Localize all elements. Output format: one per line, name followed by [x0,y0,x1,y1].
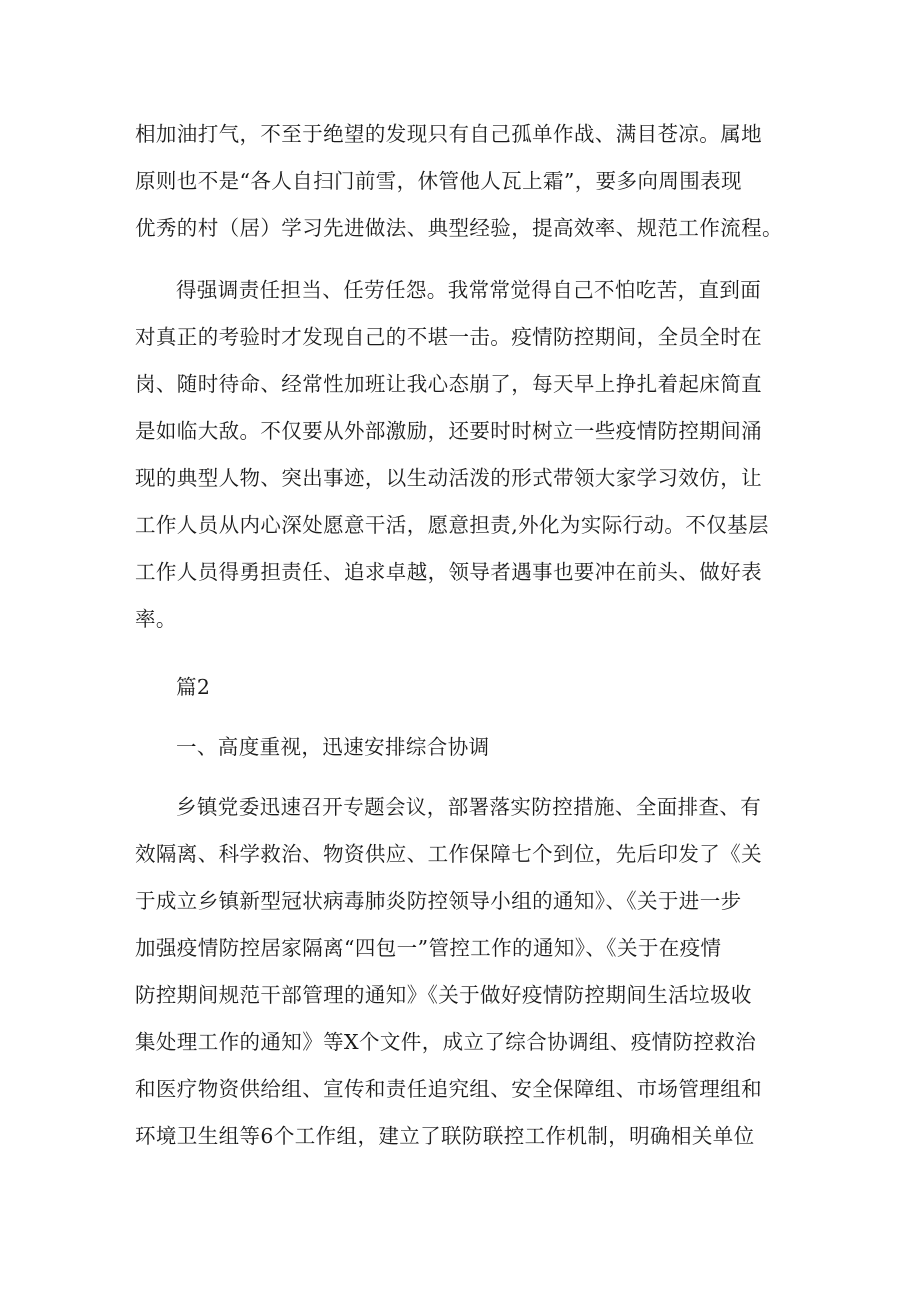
text-line: 乡镇党委迅速召开专题会议，部署落实防控措施、全面排查、有 [176,795,762,819]
text-line: 得强调责任担当、任劳任怨。我常常觉得自己不怕吃苦，直到面 [176,278,762,302]
text-line: 是如临大敌。不仅要从外部激励，还要时时树立一些疫情防控期间涌 [135,419,762,443]
text-line: 环境卫生组等6个工作组，建立了联防联控工作机制，明确相关单位 [135,1124,755,1148]
text-line: 优秀的村（居）学习先进做法、典型经验，提高效率、规范工作流程。 [135,216,783,240]
text-line: 原则也不是“各人自扫门前雪，休管他人瓦上霜”，要多向周围表现 [135,169,742,193]
text-line: 和医疗物资供给组、宣传和责任追究组、安全保障组、市场管理组和 [135,1077,762,1101]
text-line: 防控期间规范干部管理的通知》《关于做好疫情防控期间生活垃圾收 [135,983,752,1007]
text-line: 工作人员从内心深处愿意干活，愿意担责,外化为实际行动。不仅基层 [135,513,769,537]
subsection-heading: 一、高度重视，迅速安排综合协调 [176,735,490,759]
section-heading: 篇2 [176,675,211,699]
text-line: 于成立乡镇新型冠状病毒肺炎防控领导小组的通知》、《关于进一步 [135,889,742,913]
text-line: 效隔离、科学救治、物资供应、工作保障七个到位，先后印发了《关 [135,842,762,866]
text-line: 集处理工作的通知》等X个文件，成立了综合协调组、疫情防控救治 [135,1030,757,1054]
text-line: 工作人员得勇担责任、追求卓越，领导者遇事也要冲在前头、做好表 [135,560,762,584]
text-line: 对真正的考验时才发现自己的不堪一击。疫情防控期间，全员全时在 [135,325,762,349]
text-line: 加强疫情防控居家隔离“四包一”管控工作的通知》、《关于在疫情 [135,936,722,960]
text-line: 率。 [135,607,177,631]
text-line: 岗、随时待命、经常性加班让我心态崩了，每天早上挣扎着起床简直 [135,372,762,396]
text-line: 现的典型人物、突出事迹，以生动活泼的形式带领大家学习效仿，让 [135,466,762,490]
text-line: 相加油打气，不至于绝望的发现只有自己孤单作战、满目苍凉。属地 [135,122,762,146]
